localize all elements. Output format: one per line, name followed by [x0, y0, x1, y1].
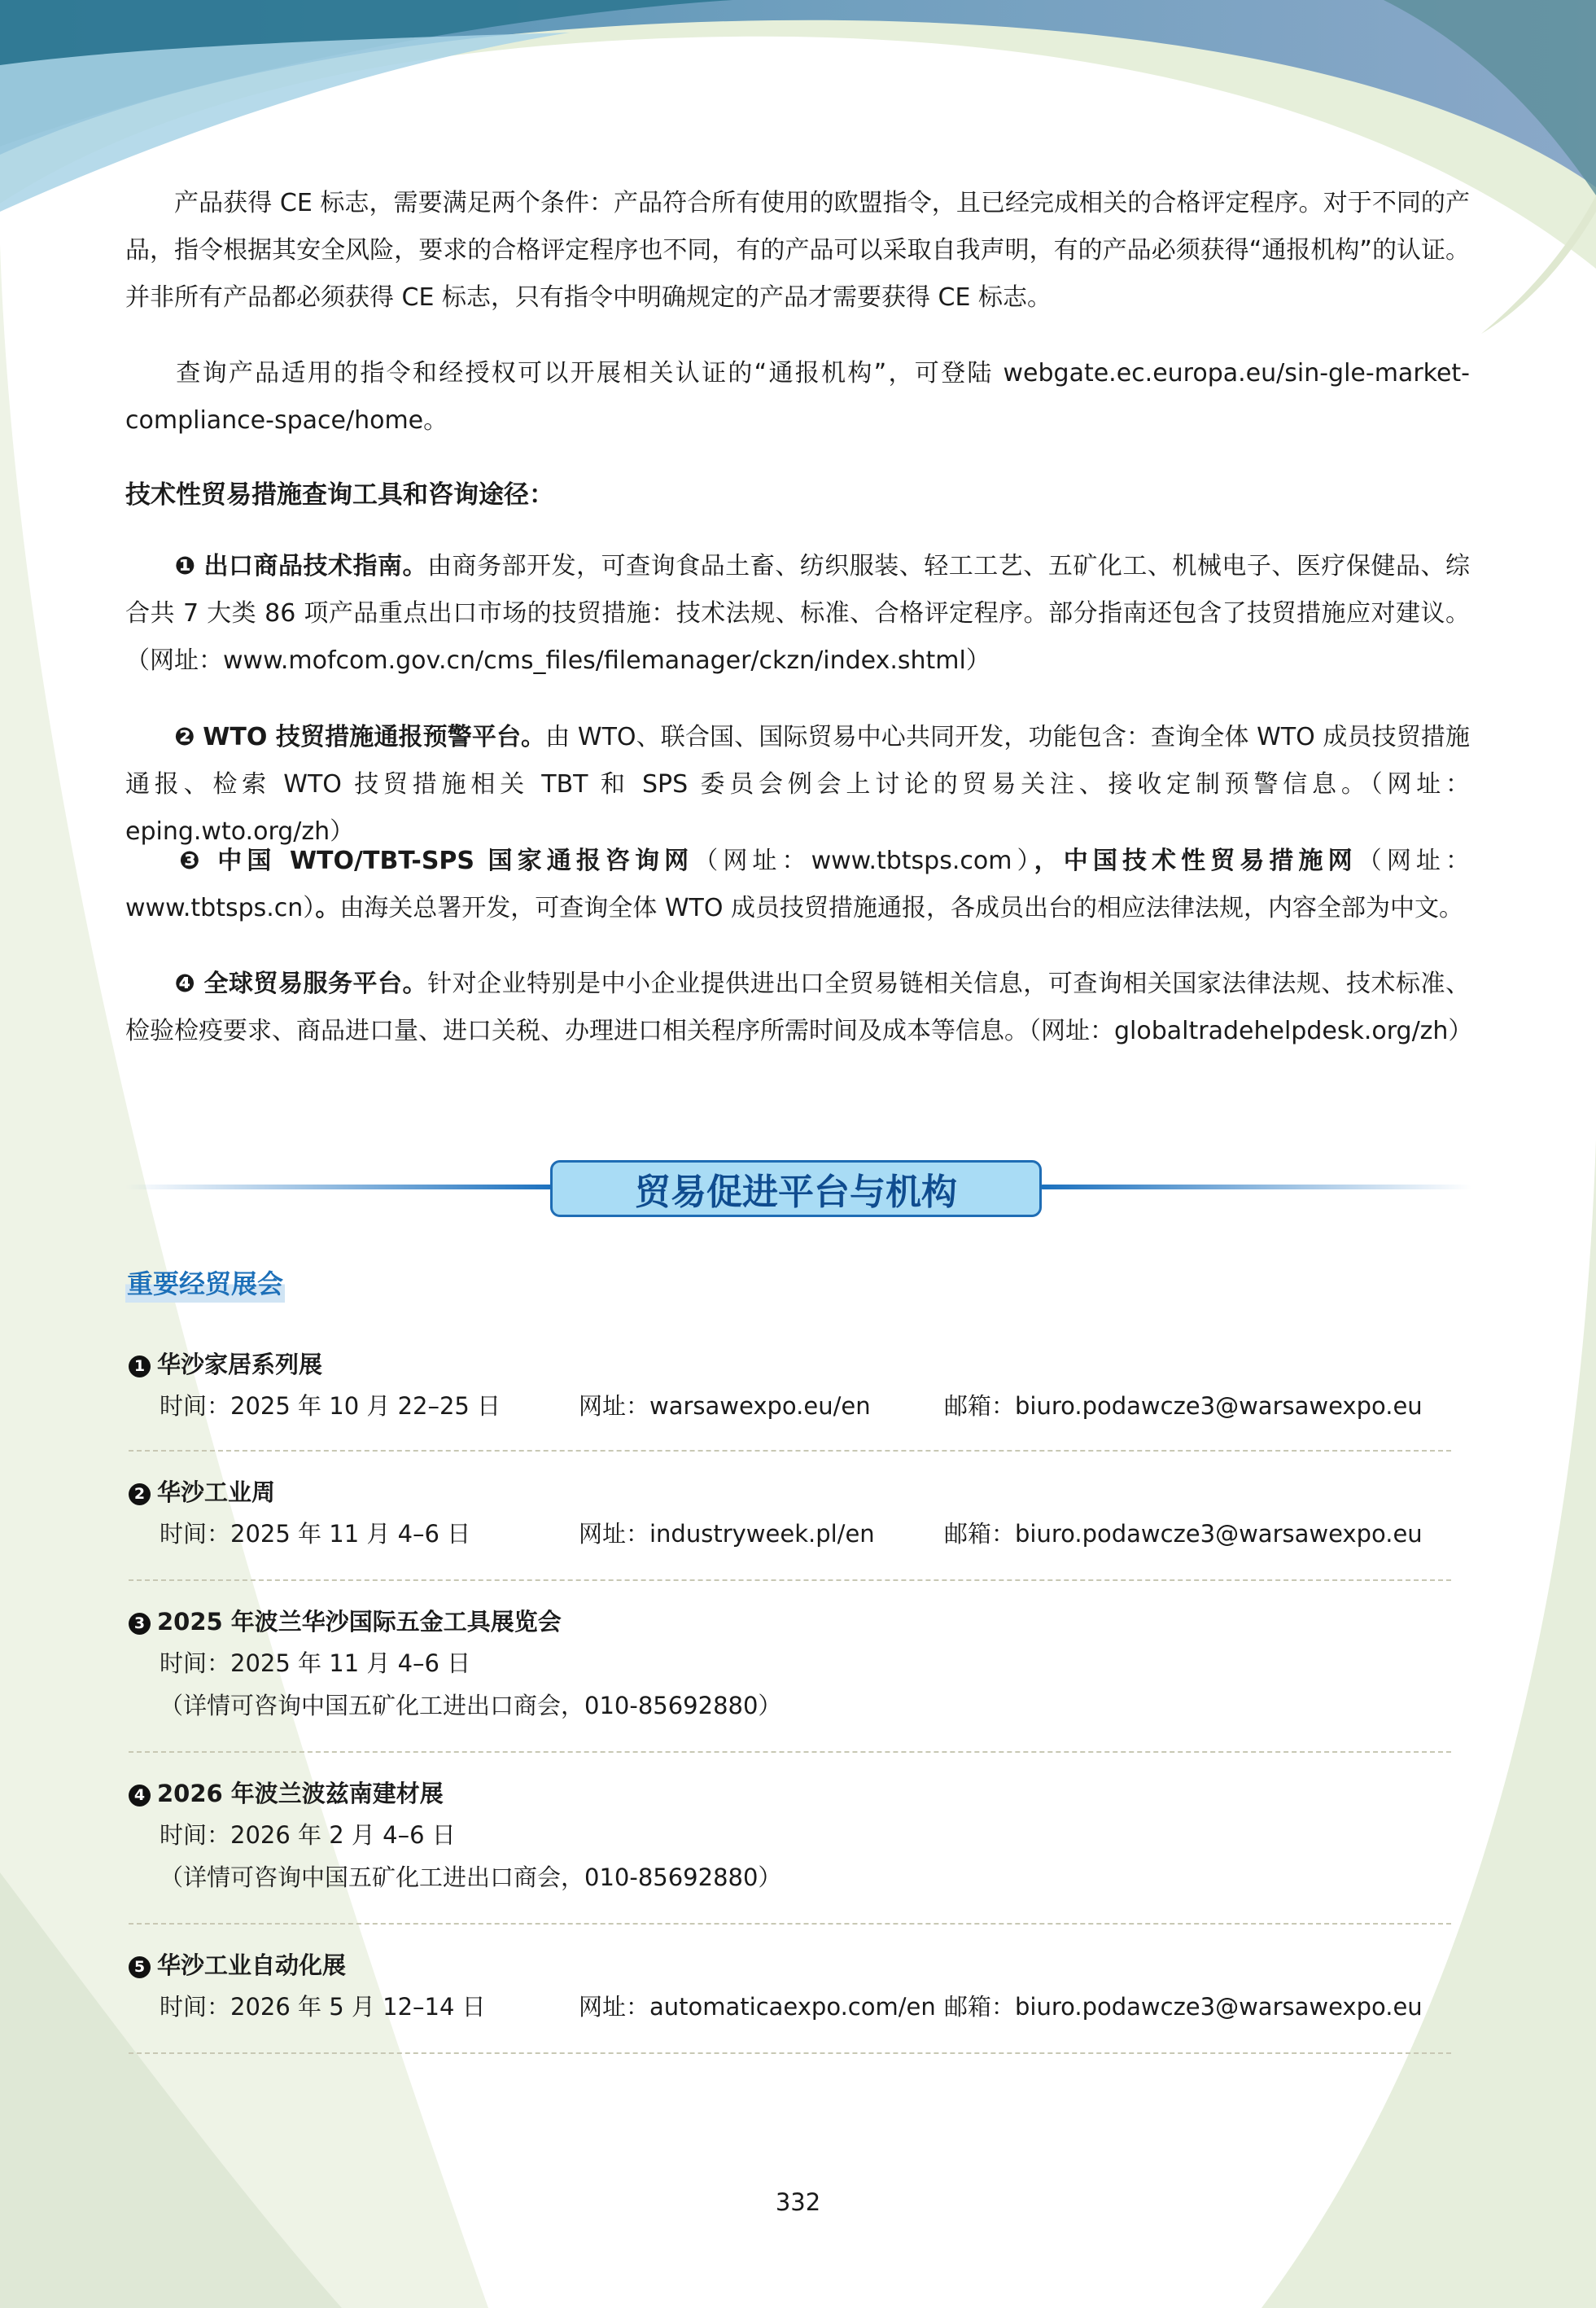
ce-mark-paragraph: 产品获得 CE 标志，需要满足两个条件：产品符合所有使用的欧盟指令，且已经完成相关的合格评定程序。对于不同的产品，指令根据其安全风险，要求的合格评定程序也不同，有的产品可以采取自我声明，有的产品必须获得“通报机构”的认证。并非所有产品都必须获得 CE 标志，只有指令中明确规定的产品才需要获得 CE 标志。 — [125, 189, 1470, 312]
expo-url: 网址：warsawexpo.eu/en — [579, 1392, 871, 1420]
expo-time: 时间：2025 年 11 月 4–6 日 — [160, 1649, 471, 1677]
expo-note-row — [129, 1856, 1451, 1899]
page-number: 332 — [775, 2188, 821, 2216]
expo-time: 时间：2025 年 11 月 4–6 日 — [160, 1520, 471, 1548]
expo-item — [129, 1344, 1451, 1427]
expo-time: 时间：2026 年 2 月 4–6 日 — [160, 1821, 456, 1849]
tool-item-3: ❸ 中国 WTO/TBT-SPS 国家通报咨询网（网址：www.tbtsps.com），中国技术性贸易措施网（网址：www.tbtsps.cn）。由海关总署开发，可查询全体 WTO 成员技贸措施通报，各成员出台的相应法律法规，内容全部为中文。 — [125, 847, 1471, 922]
number-badge: 2 — [129, 1483, 151, 1505]
number-badge: 3 — [129, 1613, 151, 1635]
expo-details — [129, 1814, 1451, 1856]
tool-item-4: ❹ 全球贸易服务平台。针对企业特别是中小企业提供进出口全贸易链相关信息，可查询相关国家法律法规、技术标准、检验检疫要求、商品进口量、进口关税、办理进口相关程序所需时间及成本等信息。（网址：globaltradehelpdesk.org/zh） — [125, 970, 1473, 1045]
section-label: 重要经贸展会 — [125, 1262, 285, 1303]
expo-details — [129, 1513, 1451, 1555]
expo-email: 邮箱：biuro.podawcze3@warsawexpo.eu — [944, 1993, 1423, 2021]
expo-title: 1 华沙家居系列展 — [129, 1344, 1451, 1385]
expo-item — [129, 1472, 1451, 1555]
expo-title: 2 华沙工业周 — [129, 1472, 1451, 1513]
expo-item — [129, 1601, 1451, 1727]
dashed-divider — [129, 1450, 1451, 1452]
section-banner — [550, 1160, 1042, 1217]
expo-title: 4 2026 年波兰波兹南建材展 — [129, 1773, 1451, 1814]
expo-item — [129, 1773, 1451, 1899]
tool-item-2: ❷ WTO 技贸措施通报预警平台。由 WTO、联合国、国际贸易中心共同开发，功能包含：查询全体 WTO 成员技贸措施通报、检索 WTO 技贸措施相关 TBT 和 SPS 委员会例会上讨论的贸易关注、接收定制预警信息。（网址：eping.wto.org/zh） — [125, 723, 1470, 846]
number-badge: 1 — [129, 1355, 151, 1377]
expo-item — [129, 1945, 1451, 2028]
expo-title: 3 2025 年波兰华沙国际五金工具展览会 — [129, 1601, 1451, 1642]
banner-rule-right — [1040, 1185, 1471, 1189]
expo-note-row — [129, 1684, 1451, 1727]
banner-title: 贸易促进平台与机构 — [635, 1172, 957, 1213]
dashed-divider — [129, 2052, 1451, 2054]
expo-note: （详情可咨询中国五矿化工进出口商会，010-85692880） — [160, 1692, 782, 1719]
expo-details — [129, 1642, 1451, 1684]
expo-url: 网址：industryweek.pl/en — [579, 1520, 875, 1548]
banner-rule-left — [125, 1185, 557, 1189]
expo-email: 邮箱：biuro.podawcze3@warsawexpo.eu — [944, 1392, 1423, 1420]
tool-item-1: ❶ 出口商品技术指南。由商务部开发，可查询食品土畜、纺织服装、轻工工艺、五矿化工、机械电子、医疗保健品、综合共 7 大类 86 项产品重点出口市场的技贸措施：技术法规、标准、合格评定程序。部分指南还包含了技贸措施应对建议。（网址：www.mofcom.gov.cn/cms_files/filemanager/ckzn/index.shtml） — [125, 552, 1470, 675]
expo-title: 5 华沙工业自动化展 — [129, 1945, 1451, 1986]
tools-heading: 技术性贸易措施查询工具和咨询途径： — [125, 480, 554, 510]
expo-url: 网址：automaticaexpo.com/en — [579, 1993, 936, 2021]
number-badge: 4 — [129, 1785, 151, 1807]
directive-query-paragraph: 查询产品适用的指令和经授权可以开展相关认证的“通报机构”，可登陆 webgate.ec.europa.eu/sin-gle-market-compliance-space/home。 — [125, 359, 1470, 435]
dashed-divider — [129, 1923, 1451, 1925]
number-badge: 5 — [129, 1956, 151, 1978]
expo-details — [129, 1986, 1451, 2028]
expo-note: （详情可咨询中国五矿化工进出口商会，010-85692880） — [160, 1863, 782, 1891]
expo-details — [129, 1385, 1451, 1427]
dashed-divider — [129, 1579, 1451, 1581]
expo-time: 时间：2025 年 10 月 22–25 日 — [160, 1392, 501, 1420]
dashed-divider — [129, 1751, 1451, 1753]
expo-email: 邮箱：biuro.podawcze3@warsawexpo.eu — [944, 1520, 1423, 1548]
expo-time: 时间：2026 年 5 月 12–14 日 — [160, 1993, 486, 2021]
